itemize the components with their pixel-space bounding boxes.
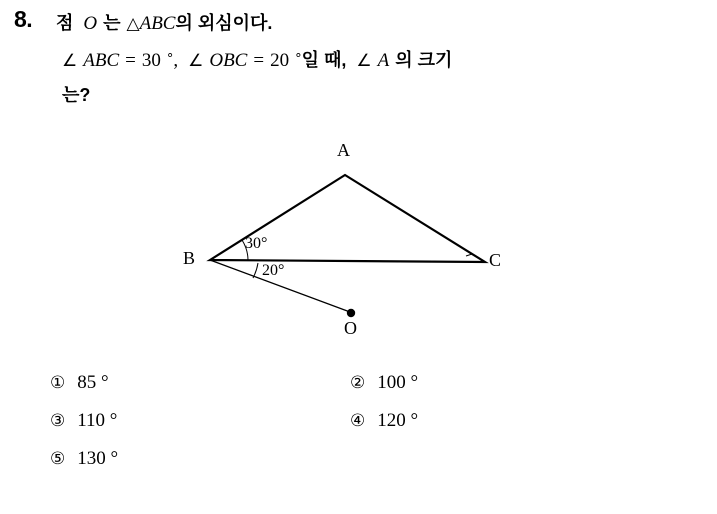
angle-name-abc: ABC — [83, 50, 120, 71]
choice-text-4: 120 ° — [377, 410, 419, 431]
label-point-o: O — [344, 318, 357, 338]
triangle-name-abc: ABC — [139, 13, 176, 34]
choice-marker-2: ② — [350, 373, 366, 393]
triangle-diagram-svg — [150, 140, 570, 350]
geometry-figure — [150, 140, 570, 350]
equals-2: = — [253, 50, 265, 71]
triangle-symbol: △ — [126, 14, 140, 34]
choice-row-3 — [50, 448, 670, 486]
text-point: 점 — [56, 13, 74, 33]
label-point-a: A — [337, 140, 350, 160]
choice-option-4[interactable] — [350, 410, 418, 432]
variable-o: O — [83, 13, 98, 34]
angle-symbol-1: ∠ — [62, 51, 78, 71]
equals-1: = — [125, 50, 136, 71]
choice-marker-3: ③ — [50, 411, 66, 431]
text-is: 는 — [103, 13, 121, 33]
choice-text-5: 130 ° — [77, 448, 119, 469]
answer-choices — [50, 372, 670, 486]
choice-row-2 — [50, 410, 670, 448]
point-o-dot — [347, 309, 355, 317]
choice-text-2: 100 ° — [377, 372, 419, 393]
angle-name-obc: OBC — [209, 50, 248, 71]
question-line-1 — [56, 8, 696, 39]
question-number: 8. — [14, 6, 33, 32]
choice-marker-4: ④ — [350, 411, 366, 431]
choice-option-2[interactable] — [350, 372, 418, 394]
question-line-2 — [56, 45, 696, 76]
choice-marker-5: ⑤ — [50, 449, 66, 469]
text-question-end: 는? — [62, 85, 91, 105]
choice-option-1[interactable] — [50, 372, 350, 394]
angle-label-20: 20° — [262, 262, 285, 279]
angle-arc-20 — [253, 263, 258, 278]
choice-marker-1: ① — [50, 373, 66, 393]
choice-text-3: 110 ° — [77, 410, 118, 431]
choice-option-3[interactable] — [50, 410, 350, 432]
tick-mark-c — [466, 254, 472, 256]
choice-row-1 — [50, 372, 670, 410]
text-circumcenter: 의 외심이다. — [175, 13, 273, 33]
degree-symbol-1: ° — [166, 52, 174, 67]
comma-separator: , — [173, 50, 179, 71]
angle-symbol-3: ∠ — [356, 51, 372, 71]
label-point-b: B — [183, 248, 196, 268]
text-when: 일 때, — [301, 50, 347, 70]
question-text — [56, 8, 696, 111]
question-line-3 — [56, 80, 696, 111]
label-point-c: C — [489, 250, 502, 270]
angle-label-30: 30° — [245, 235, 268, 252]
angle-value-1: 30 — [141, 50, 161, 71]
angle-symbol-2: ∠ — [188, 51, 204, 71]
text-size-of: 의 크기 — [395, 50, 453, 70]
angle-value-2: 20 — [270, 50, 290, 71]
choice-text-1: 85 ° — [77, 372, 109, 393]
choice-option-5[interactable] — [50, 448, 350, 470]
degree-symbol-2: ° — [295, 52, 302, 67]
angle-name-a: A — [377, 50, 390, 71]
